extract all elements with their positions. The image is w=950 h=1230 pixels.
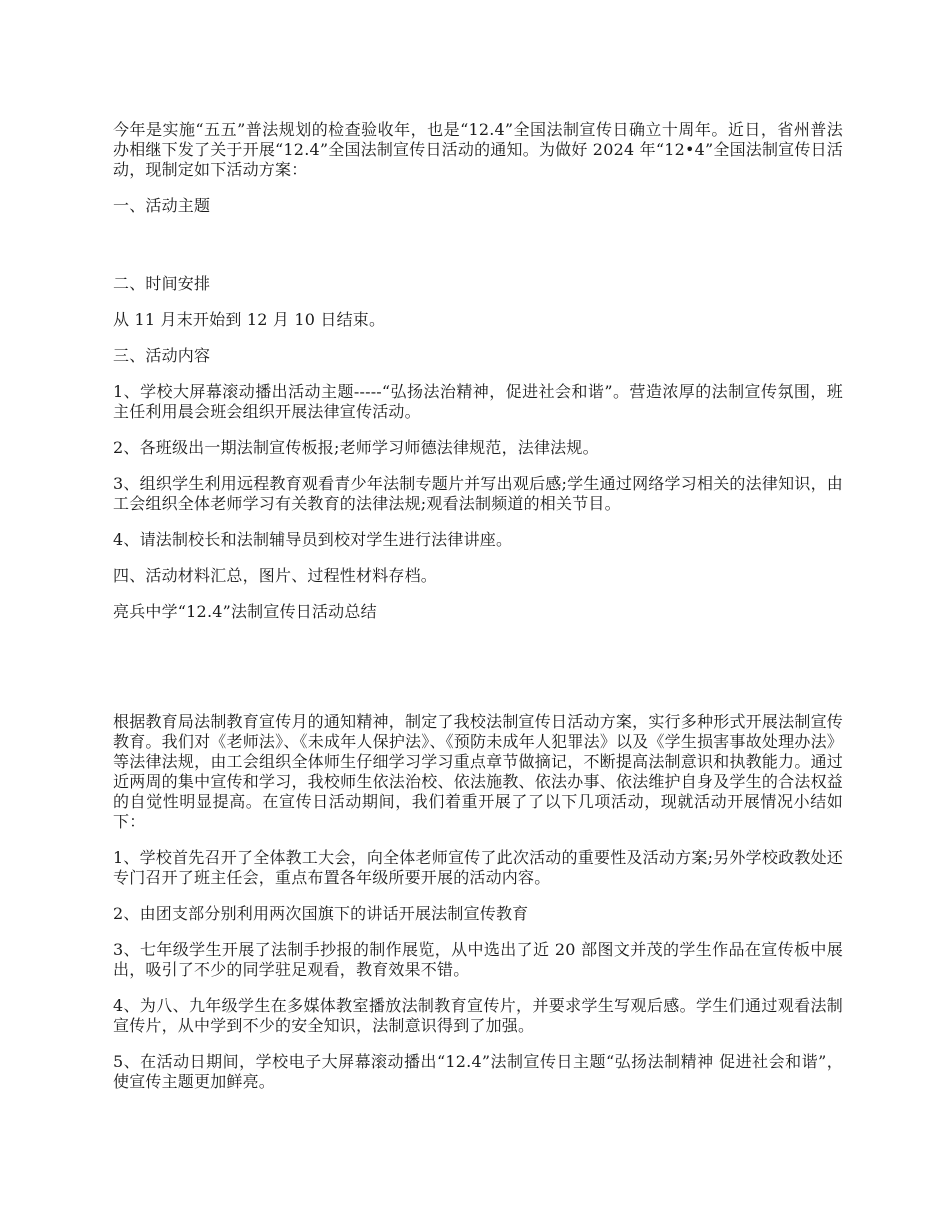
summary-item-4: 4、为八、九年级学生在多媒体教室播放法制教育宣传片，并要求学生写观后感。学生们通过观看法制宣传片，从中学到不少的安全知识，法制意识得到了加强。 <box>113 996 843 1035</box>
document-page <box>113 120 843 1108</box>
schedule-text: 从 11 月末开始到 12 月 10 日结束。 <box>113 310 386 329</box>
intro-paragraph: 今年是实施“五五”普法规划的检查验收年，也是“12.4”全国法制宣传日确立十周年。近日，省州普法办相继下发了关于开展“12.4”全国法制宣传日活动的通知。为做好 2024 年“12•4”全国法制宣传日活动，现制定如下活动方案： <box>113 120 843 179</box>
summary-intro-paragraph: 根据教育局法制教育宣传月的通知精神，制定了我校法制宣传日活动方案，实行多种形式开展法制宣传教育。我们对《老师法》、《未成年人保护法》、《预防未成年人犯罪法》以及《学生损害事故处理办法》等法律法规，由工会组织全体师生仔细学习学习重点章节做摘记，不断提高法制意识和执教能力。通过近两周的集中宣传和学习，我校师生依法治校、依法施教、依法办事、依法维护自身及学生的合法权益的自觉性明显提高。在宣传日活动期间，我们着重开展了了以下几项活动，现就活动开展情况小结如下： <box>113 712 843 831</box>
summary-item-5: 5、在活动日期间，学校电子大屏幕滚动播出“12.4”法制宣传日主题“弘扬法制精神 促进社会和谐”，使宣传主题更加鲜亮。 <box>113 1052 843 1091</box>
section-heading-schedule: 二、时间安排 <box>113 274 211 293</box>
content-item-2: 2、各班级出一期法制宣传板报;老师学习师德法律规范，法律法规。 <box>113 438 599 457</box>
content-item-1: 1、学校大屏幕滚动播出活动主题-----“弘扬法治精神，促进社会和谐”。营造浓厚的法制宣传氛围，班主任利用晨会班会组织开展法律宣传活动。 <box>113 382 843 421</box>
section-heading-content: 三、活动内容 <box>113 346 211 365</box>
content-item-3: 3、组织学生利用远程教育观看青少年法制专题片并写出观后感;学生通过网络学习相关的法律知识，由工会组织全体老师学习有关教育的法律法规;观看法制频道的相关节目。 <box>113 474 843 513</box>
section-heading-archive: 四、活动材料汇总，图片、过程性材料存档。 <box>113 566 438 585</box>
content-item-4: 4、请法制校长和法制辅导员到校对学生进行法律讲座。 <box>113 530 513 549</box>
summary-item-3: 3、七年级学生开展了法制手抄报的制作展览，从中选出了近 20 部图文并茂的学生作品在宣传板中展出，吸引了不少的同学驻足观看，教育效果不错。 <box>113 940 843 979</box>
summary-item-1: 1、学校首先召开了全体教工大会，向全体老师宣传了此次活动的重要性及活动方案;另外学校政教处还专门召开了班主任会，重点布置各年级所要开展的活动内容。 <box>113 848 843 887</box>
section-heading-theme: 一、活动主题 <box>113 196 211 215</box>
summary-title: 亮兵中学“12.4”法制宣传日活动总结 <box>113 602 377 621</box>
summary-item-2: 2、由团支部分别利用两次国旗下的讲话开展法制宣传教育 <box>113 904 529 923</box>
